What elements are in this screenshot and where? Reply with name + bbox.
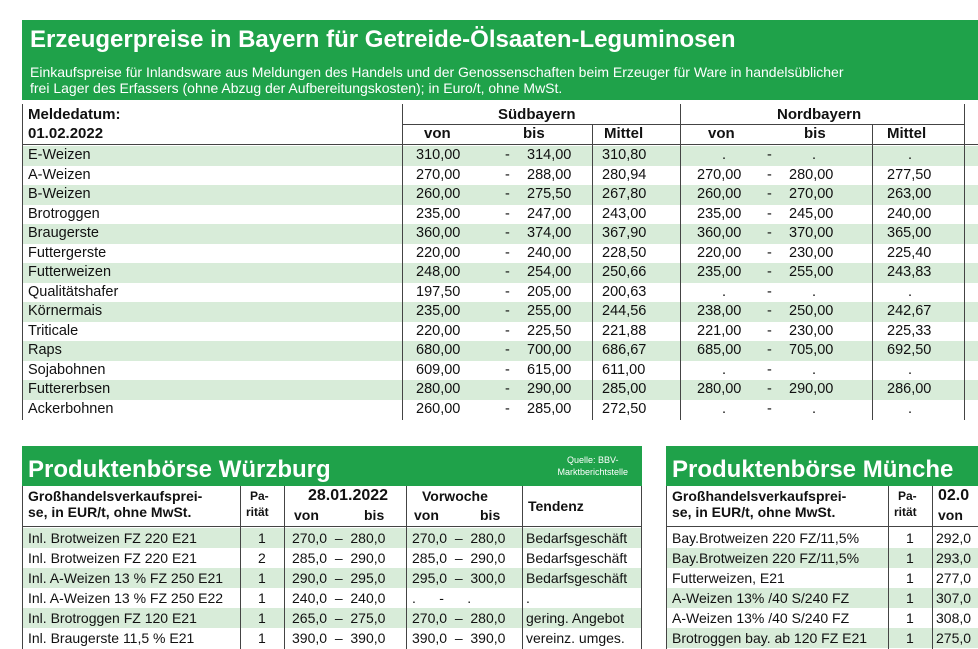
erzeugerpreise-panel [22,20,978,420]
prev-range: . - . [412,590,472,606]
meldedatum-value: 01.02.2022 [28,125,104,142]
col-s-mittel: Mittel [604,125,644,142]
table-row [22,361,978,381]
product-name: Brotroggen [28,205,100,222]
north-von: 270,00 [697,166,742,183]
table-row [22,244,978,264]
north-bis: . [812,147,817,163]
south-von: 260,00 [416,186,461,202]
north-mittel: 242,67 [887,303,932,319]
south-von: 680,00 [416,342,461,358]
south-von: 235,00 [416,205,461,222]
table-row [22,588,642,608]
table-row [22,283,978,303]
south-bis: 254,00 [527,264,572,280]
price-range: 390,0 – 390,0 [292,630,386,646]
south-dash: - [505,244,510,261]
south-mittel: 611,00 [602,361,646,378]
wuerzburg-quelle [557,454,628,478]
product-name: B-Weizen [28,186,91,202]
north-von: . [722,361,727,378]
paritaet: 1 [906,590,914,606]
product-name: A-Weizen [28,166,91,183]
paritaet: 1 [258,570,266,586]
product-name: Körnermais [28,303,103,319]
product-name: Futterweizen [28,264,112,280]
table-row [22,205,978,225]
south-bis: 700,00 [527,342,572,358]
product-name: Inl. A-Weizen 13 % FZ 250 E21 [28,570,224,586]
paritaet: 1 [906,610,914,626]
south-mittel: 243,00 [602,205,647,222]
south-mittel: 200,63 [602,283,647,300]
tendenz: vereinz. umges. [526,630,625,646]
table-row [22,322,978,342]
north-mittel: 225,33 [887,322,932,339]
south-mittel: 250,66 [602,264,647,280]
north-dash: - [767,264,772,280]
wue-hdr-prev-von: von [414,507,439,523]
tendenz: Bedarfsgeschäft [526,530,628,546]
quelle-line-2: Marktberichtstelle [557,467,628,477]
wue-hdr-date: 28.01.2022 [308,487,389,504]
south-mittel: 686,67 [602,342,647,358]
south-dash: - [505,381,510,397]
product-name: Triticale [28,322,79,339]
south-bis: 255,00 [527,303,572,319]
product-name: Inl. Braugerste 11,5 % E21 [28,630,195,646]
north-bis: 255,00 [789,264,834,280]
paritaet: 1 [258,610,266,626]
south-mittel: 221,88 [602,322,647,339]
product-name: Futterweizen, E21 [672,570,785,586]
table-row [22,400,978,420]
south-bis: 288,00 [527,166,572,183]
quelle-line-1: Quelle: BBV- [566,455,619,465]
north-mittel: 365,00 [887,225,932,241]
wuerzburg-rows [22,528,642,649]
tendenz: Bedarfsgeschäft [526,550,628,566]
erzeugerpreise-title: Erzeugerpreise in Bayern für Getreide-Ölsaaten-Leguminosen [30,26,736,53]
north-von: 685,00 [697,342,742,358]
product-name: Bay.Brotweizen 220 FZ/11,5% [672,530,860,546]
price-range: 265,0 – 275,0 [292,610,386,626]
product-name: Qualitätshafer [28,283,119,300]
table-row [22,608,642,628]
north-bis: 705,00 [789,342,834,358]
south-dash: - [505,205,510,222]
north-von: 238,00 [697,303,742,319]
north-mittel: . [908,147,913,163]
north-von: 221,00 [697,322,742,339]
prev-range: 270,0 – 280,0 [412,530,506,546]
table-row [22,568,642,588]
north-von: 235,00 [697,205,742,222]
south-dash: - [505,166,510,183]
south-bis: 275,50 [527,186,572,202]
south-bis: 290,00 [527,381,572,397]
col-n-mittel: Mittel [887,125,927,142]
muenchen-panel [666,446,978,649]
price-von: 308,0 [936,610,972,626]
tendenz: Bedarfsgeschäft [526,570,628,586]
south-mittel: 280,94 [602,166,647,183]
south-mittel: 267,80 [602,186,647,202]
muc-hdr-date: 02.0 [938,487,970,504]
product-name: A-Weizen 13% /40 S/240 FZ [672,590,850,606]
wue-hdr-par-1: Pa- [250,489,269,503]
wue-hdr-vorwoche: Vorwoche [422,488,488,504]
paritaet: 1 [906,550,914,566]
north-dash: - [767,166,772,183]
table-row [22,548,642,568]
south-von: 260,00 [416,400,461,417]
north-bis: . [812,361,817,378]
south-bis: 225,50 [527,322,572,339]
south-von: 197,50 [416,283,461,300]
south-von: 609,00 [416,361,461,378]
north-mittel: 240,00 [887,205,932,222]
table-row [22,628,642,648]
table-row [22,380,978,400]
north-bis: . [812,283,817,300]
wuerzburg-panel [22,446,642,649]
south-von: 270,00 [416,166,461,183]
wue-hdr-prev-bis: bis [480,507,501,523]
product-name: Raps [28,342,62,358]
south-dash: - [505,361,510,378]
col-s-bis: bis [523,125,545,142]
table-row [22,341,978,361]
product-name: Futtergerste [28,244,107,261]
product-name: Bay.Brotweizen 220 FZ/11,5% [672,550,860,566]
col-n-von: von [708,125,735,142]
wuerzburg-table-header [22,486,642,527]
north-mittel: . [908,283,913,300]
north-mittel: 277,50 [887,166,932,183]
muc-hdr-von: von [938,507,963,523]
south-von: 360,00 [416,225,461,241]
north-mittel: 243,83 [887,264,932,280]
north-mittel: 225,40 [887,244,932,261]
table-row [22,166,978,186]
table-row [22,185,978,205]
muenchen-header [666,446,978,486]
erzeugerpreise-rows [22,146,978,420]
north-von: 260,00 [697,186,742,202]
price-von: 293,0 [936,550,972,566]
south-dash: - [505,342,510,358]
price-von: 307,0 [936,590,972,606]
north-bis: 230,00 [789,322,834,339]
south-dash: - [505,322,510,339]
south-von: 248,00 [416,264,461,280]
north-dash: - [767,342,772,358]
north-dash: - [767,186,772,202]
product-name: Inl. Brotweizen FZ 220 E21 [28,530,197,546]
paritaet: 1 [906,530,914,546]
price-range: 285,0 – 290,0 [292,550,386,566]
south-dash: - [505,283,510,300]
table-row [22,302,978,322]
paritaet: 1 [258,590,266,606]
product-name: Futtererbsen [28,381,111,397]
south-von: 220,00 [416,322,461,339]
north-dash: - [767,361,772,378]
region-north-label: Nordbayern [777,106,862,123]
north-von: 280,00 [697,381,742,397]
north-von: . [722,283,727,300]
north-von: 220,00 [697,244,742,261]
table-row [22,528,642,548]
north-dash: - [767,381,772,397]
price-von: 292,0 [936,530,972,546]
paritaet: 1 [258,630,266,646]
south-mittel: 244,56 [602,303,647,319]
north-von: 235,00 [697,264,742,280]
north-dash: - [767,400,772,417]
south-dash: - [505,186,510,202]
table-row [22,263,978,283]
north-dash: - [767,244,772,261]
south-dash: - [505,225,510,241]
south-bis: 314,00 [527,147,572,163]
muenchen-title: Produktenbörse Münche [672,456,954,483]
south-bis: 247,00 [527,205,572,222]
product-name: E-Weizen [28,147,91,163]
product-name: Sojabohnen [28,361,106,378]
product-name: Inl. Brotweizen FZ 220 E21 [28,550,197,566]
muc-hdr-desc-1: Großhandelsverkaufsprei- [672,488,847,504]
south-mittel: 272,50 [602,400,647,417]
muc-hdr-desc-2: se, in EUR/t, ohne MwSt. [672,504,836,520]
erzeugerpreise-header [22,20,978,100]
product-name: Braugerste [28,225,99,241]
north-mittel: 263,00 [887,186,932,202]
wue-hdr-desc-2: se, in EUR/t, ohne MwSt. [28,504,192,520]
price-von: 277,0 [936,570,972,586]
price-range: 270,0 – 280,0 [292,530,386,546]
south-von: 280,00 [416,381,461,397]
wue-hdr-von: von [294,507,319,523]
north-bis: 245,00 [789,205,834,222]
paritaet: 2 [258,550,266,566]
north-dash: - [767,322,772,339]
table-row [22,146,978,166]
wue-hdr-tendenz: Tendenz [528,498,584,514]
north-bis: 250,00 [789,303,834,319]
meldedatum-label: Meldedatum: [28,106,121,123]
south-bis: 374,00 [527,225,572,241]
north-von: . [722,400,727,417]
product-name: Inl. Brotroggen FZ 120 E21 [28,610,197,626]
north-mittel: 286,00 [887,381,932,397]
north-von: . [722,147,727,163]
north-bis: . [812,400,817,417]
wue-hdr-bis: bis [364,507,385,523]
south-mittel: 228,50 [602,244,647,261]
south-dash: - [505,400,510,417]
south-bis: 240,00 [527,244,572,261]
price-range: 290,0 – 295,0 [292,570,386,586]
south-bis: 615,00 [527,361,572,378]
north-dash: - [767,225,772,241]
north-bis: 290,00 [789,381,834,397]
muc-hdr-par-2: rität [894,505,917,519]
col-s-von: von [424,125,451,142]
south-dash: - [505,264,510,280]
north-bis: 230,00 [789,244,834,261]
north-bis: 270,00 [789,186,834,202]
price-range: 240,0 – 240,0 [292,590,386,606]
south-von: 220,00 [416,244,461,261]
south-mittel: 285,00 [602,381,647,397]
erzeugerpreise-subtitle-2: frei Lager des Erfassers (ohne Abzug der Aufbereitungskosten); in Euro/t, ohne MwSt. [30,80,563,96]
prev-range: 390,0 – 390,0 [412,630,506,646]
paritaet: 1 [906,630,914,646]
north-dash: - [767,147,772,163]
south-von: 310,00 [416,147,461,163]
north-mittel: . [908,400,913,417]
north-bis: 280,00 [789,166,834,183]
south-von: 235,00 [416,303,461,319]
erzeugerpreise-subtitle-1: Einkaufspreise für Inlandsware aus Meldungen des Handels und der Genossenschaften beim Erzeuger für Ware in handelsüblicher [30,64,844,80]
product-name: Brotroggen bay. ab 120 FZ E21 [672,630,868,646]
south-dash: - [505,147,510,163]
region-south-label: Südbayern [498,106,576,123]
prev-range: 295,0 – 300,0 [412,570,506,586]
north-mittel: . [908,361,913,378]
south-dash: - [505,303,510,319]
south-bis: 205,00 [527,283,572,300]
paritaet: 1 [258,530,266,546]
wuerzburg-title: Produktenbörse Würzburg [28,456,331,483]
north-dash: - [767,205,772,222]
muc-hdr-par-1: Pa- [898,489,917,503]
tendenz: gering. Angebot [526,610,625,626]
north-bis: 370,00 [789,225,834,241]
product-name: A-Weizen 13% /40 S/240 FZ [672,610,850,626]
wue-hdr-desc-1: Großhandelsverkaufsprei- [28,488,203,504]
product-name: Inl. A-Weizen 13 % FZ 250 E22 [28,590,224,606]
south-mittel: 367,90 [602,225,647,241]
product-name: Ackerbohnen [28,400,114,417]
tendenz: . [526,590,530,606]
wuerzburg-header [22,446,642,486]
wue-hdr-par-2: rität [246,505,269,519]
table-row [22,224,978,244]
paritaet: 1 [906,570,914,586]
north-dash: - [767,283,772,300]
north-dash: - [767,303,772,319]
north-mittel: 692,50 [887,342,932,358]
north-von: 360,00 [697,225,742,241]
prev-range: 270,0 – 280,0 [412,610,506,626]
price-von: 275,0 [936,630,972,646]
south-mittel: 310,80 [602,147,647,163]
col-n-bis: bis [804,125,826,142]
prev-range: 285,0 – 290,0 [412,550,506,566]
south-bis: 285,00 [527,400,572,417]
